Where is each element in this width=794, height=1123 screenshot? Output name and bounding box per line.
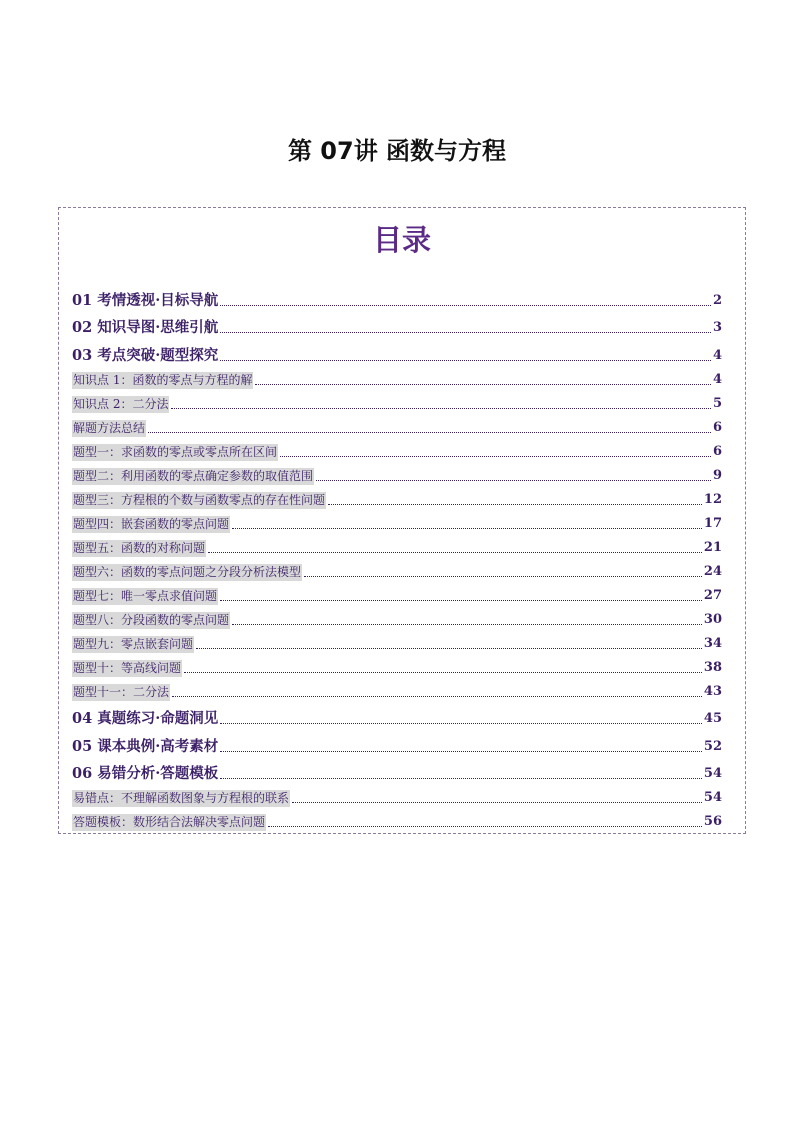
toc-entry-label: 题型七：唯一零点求值问题	[73, 588, 218, 603]
toc-entry-label: 题型十：等高线问题	[73, 660, 182, 675]
toc-entry-label: 题型四：嵌套函数的零点问题	[73, 516, 230, 531]
toc-leader	[220, 305, 711, 306]
toc-entry-label: 题型五：函数的对称问题	[73, 540, 206, 555]
toc-entry-label: 题型九：零点嵌套问题	[73, 636, 194, 651]
toc-entry[interactable]	[72, 337, 722, 365]
toc-entry-page: 27	[703, 587, 722, 603]
toc-entry-label: 题型六：函数的零点问题之分段分析法模型	[73, 564, 302, 579]
toc-heading: 目录	[372, 223, 431, 257]
toc-entry[interactable]	[72, 282, 722, 310]
toc-entry[interactable]	[72, 807, 722, 831]
toc-entry[interactable]	[72, 605, 722, 629]
toc-entry-page: 38	[703, 659, 722, 675]
toc-leader	[268, 826, 702, 827]
toc-entry[interactable]	[72, 728, 722, 756]
toc-entry-label: 题型八：分段函数的零点问题	[73, 612, 230, 627]
toc-leader	[172, 696, 702, 697]
toc-entry-page: 45	[703, 711, 722, 726]
toc-leader	[220, 751, 702, 752]
toc-entry-label: 05 课本典例·高考素材	[72, 737, 219, 755]
toc-leader	[148, 432, 711, 433]
toc-leader	[328, 504, 702, 505]
toc-entry-label: 02 知识导图·思维引航	[72, 319, 219, 336]
toc-entry[interactable]	[72, 677, 722, 701]
toc-entry[interactable]	[72, 389, 722, 413]
toc-entry-label: 06 易错分析·答题模板	[72, 765, 219, 782]
toc-leader	[196, 648, 702, 649]
toc-entry-label: 易错点：不理解函数图象与方程根的联系	[73, 791, 290, 805]
toc-entry[interactable]	[72, 701, 722, 729]
toc-leader	[232, 528, 702, 529]
toc-entry-page: 54	[703, 790, 722, 805]
toc-entry[interactable]	[72, 365, 722, 389]
toc-entry-label: 知识点 2：二分法	[73, 396, 169, 411]
toc-entry-label: 题型二：利用函数的零点确定参数的取值范围	[73, 468, 314, 483]
toc-entry-page: 24	[703, 563, 722, 579]
toc-entry-label: 01 考情透视·目标导航	[72, 291, 219, 309]
toc-entry-label: 题型三：方程根的个数与函数零点的存在性问题	[73, 492, 326, 507]
toc-entry[interactable]	[72, 437, 722, 461]
toc-entry-page: 54	[703, 766, 722, 781]
toc-entry-page: 4	[712, 371, 722, 387]
toc-entry-page: 5	[712, 395, 722, 411]
toc-leader	[208, 552, 702, 553]
toc-entry-page: 30	[703, 611, 722, 627]
toc-entry-page: 17	[703, 515, 722, 531]
toc-entry-page: 6	[712, 443, 722, 459]
toc-entry[interactable]	[72, 756, 722, 784]
toc-entry-page: 6	[712, 419, 722, 435]
toc-entry[interactable]	[72, 461, 722, 485]
toc-entry-page: 52	[703, 738, 722, 754]
toc-entry[interactable]	[72, 783, 722, 807]
toc-leader	[220, 360, 711, 361]
toc-entry-label: 答题模板：数形结合法解决零点问题	[73, 815, 266, 829]
toc-entry-label: 03 考点突破·题型探究	[72, 346, 219, 364]
toc-leader	[280, 456, 711, 457]
table-of-contents	[58, 207, 746, 834]
toc-entry-page: 4	[712, 347, 722, 363]
toc-leader	[220, 600, 702, 601]
toc-entry-page: 9	[712, 467, 722, 483]
toc-entry-page: 21	[703, 539, 722, 555]
toc-entry-page: 3	[712, 320, 722, 335]
toc-entry[interactable]	[72, 557, 722, 581]
toc-entry[interactable]	[72, 509, 722, 533]
toc-leader	[316, 480, 711, 481]
toc-entry[interactable]	[72, 653, 722, 677]
toc-entry-label: 题型十一：二分法	[73, 684, 170, 699]
document-title: 第 07讲 函数与方程	[287, 137, 507, 165]
toc-entry-page: 43	[703, 683, 722, 699]
toc-leader	[255, 384, 711, 385]
toc-entry-page: 56	[703, 814, 722, 829]
toc-entry-page: 12	[703, 491, 722, 507]
toc-entry[interactable]	[72, 310, 722, 338]
toc-leader	[184, 672, 702, 673]
toc-list	[72, 282, 722, 831]
toc-entry-page: 34	[703, 635, 722, 651]
toc-entry[interactable]	[72, 581, 722, 605]
toc-entry[interactable]	[72, 413, 722, 437]
toc-entry[interactable]	[72, 629, 722, 653]
toc-entry-label: 题型一：求函数的零点或零点所在区间	[73, 444, 278, 459]
toc-leader	[304, 576, 702, 577]
toc-entry-label: 04 真题练习·命题洞见	[72, 710, 219, 727]
toc-leader	[232, 624, 702, 625]
toc-entry-label: 解题方法总结	[73, 420, 146, 435]
toc-leader	[171, 408, 711, 409]
toc-leader	[292, 802, 702, 803]
toc-entry-label: 知识点 1：函数的零点与方程的解	[73, 372, 253, 387]
toc-leader	[220, 332, 711, 333]
toc-entry[interactable]	[72, 533, 722, 557]
toc-entry[interactable]	[72, 485, 722, 509]
toc-leader	[220, 778, 702, 779]
toc-entry-page: 2	[712, 292, 722, 308]
toc-leader	[220, 723, 702, 724]
